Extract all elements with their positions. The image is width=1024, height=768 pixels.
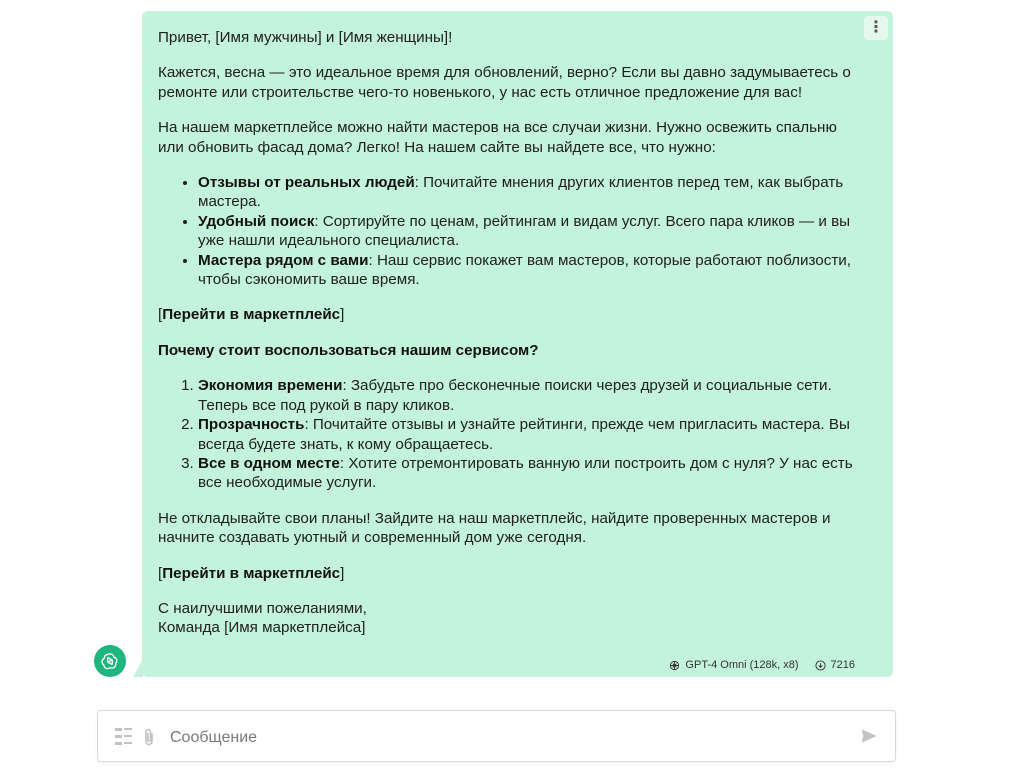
message-content — [158, 28, 853, 638]
reason-title: Все в одном месте — [198, 454, 340, 472]
list-item — [198, 415, 853, 454]
cta-line — [158, 305, 853, 324]
model-info — [669, 659, 798, 671]
paragraph-text: На нашем маркетплейсе можно найти мастеров на все случаи жизни. Нужно освежить спальню или обновить фасад дома? Легко! На нашем сайте вы найдете все, что нужно: — [158, 119, 837, 156]
message-input[interactable] — [168, 723, 832, 753]
bracket-close: ] — [340, 564, 345, 582]
reason-text: : Почитайте отзывы и узнайте рейтинги, прежде чем пригласить мастера. Вы всегда будете знать, к кому обращаетесь. — [198, 416, 850, 453]
greeting-text: Привет, [Имя мужчины] и [Имя женщины]! — [158, 29, 453, 46]
why-heading-text: Почему стоит воспользоваться нашим сервисом? — [158, 341, 539, 359]
feature-text: : Сортируйте по ценам, рейтингам и видам услуг. Всего пара кликов — и вы уже нашли идеального специалиста. — [198, 212, 851, 250]
bracket-open: [ — [158, 564, 163, 582]
cta-line-2 — [158, 564, 853, 583]
bracket-open: [ — [158, 306, 163, 324]
cta-marketplace-link-2: Перейти в маркетплейс — [162, 564, 341, 582]
features-list — [158, 173, 853, 289]
signoff-line-2: Команда [Имя маркетплейса] — [158, 619, 366, 637]
reason-title: Прозрачность — [198, 416, 305, 434]
intro-text: Кажется, весна — это идеальное время для обновлений, верно? Если вы давно задумываетесь о ремонте или строительстве чего-то новенького, у нас есть отличное предложение для вас! — [158, 64, 851, 101]
feature-title: Отзывы от реальных людей — [198, 174, 415, 192]
reason-text: : Хотите отремонтировать ванную или построить дом с нуля? У нас есть все необходимые услуги. — [198, 454, 853, 492]
message-menu-button[interactable] — [864, 16, 888, 40]
assistant-message-bubble — [142, 11, 893, 677]
why-heading — [158, 341, 853, 360]
download-circle-icon — [815, 660, 826, 671]
feature-title: Удобный поиск — [198, 212, 315, 230]
more-vertical-icon: ⋮ — [868, 19, 884, 36]
reason-title: Экономия времени — [198, 377, 343, 395]
message-composer — [97, 710, 896, 762]
list-item — [198, 376, 853, 415]
feature-text: : Почитайте мнения других клиентов перед тем, как выбрать мастера. — [198, 174, 844, 211]
feature-title: Мастера рядом с вами — [198, 251, 369, 269]
list-item — [198, 454, 853, 493]
openai-logo-icon — [669, 660, 680, 671]
reason-text: : Забудьте про бесконечные поиски через друзей и социальные сети. Теперь все под рукой в пару кликов. — [198, 377, 832, 414]
list-item — [198, 212, 853, 251]
tools-list-icon[interactable] — [115, 728, 132, 745]
closing-text: Не откладывайте свои планы! Зайдите на наш маркетплейс, найдите проверенных мастеров и начните создавать уютный и современный дом уже сегодня. — [158, 509, 831, 547]
message-meta — [653, 659, 855, 671]
feature-text: : Наш сервис покажет вам мастеров, которые работают поблизости, чтобы сэкономить ваше время. — [198, 251, 851, 289]
reasons-list — [158, 376, 853, 492]
send-icon[interactable] — [860, 727, 878, 745]
token-count — [815, 659, 855, 671]
cta-marketplace-link: Перейти в маркетплейс — [162, 306, 341, 324]
list-item — [198, 251, 853, 290]
model-name: GPT-4 Omni (128k, x8) — [685, 659, 799, 671]
paperclip-icon[interactable] — [143, 727, 155, 747]
assistant-avatar — [94, 645, 126, 677]
token-count-value: 7216 — [830, 659, 855, 671]
signoff-line-1: С наилучшими пожеланиями, — [158, 599, 367, 617]
bracket-close: ] — [340, 306, 345, 324]
list-item — [198, 173, 853, 212]
openai-logo-icon — [100, 651, 120, 671]
